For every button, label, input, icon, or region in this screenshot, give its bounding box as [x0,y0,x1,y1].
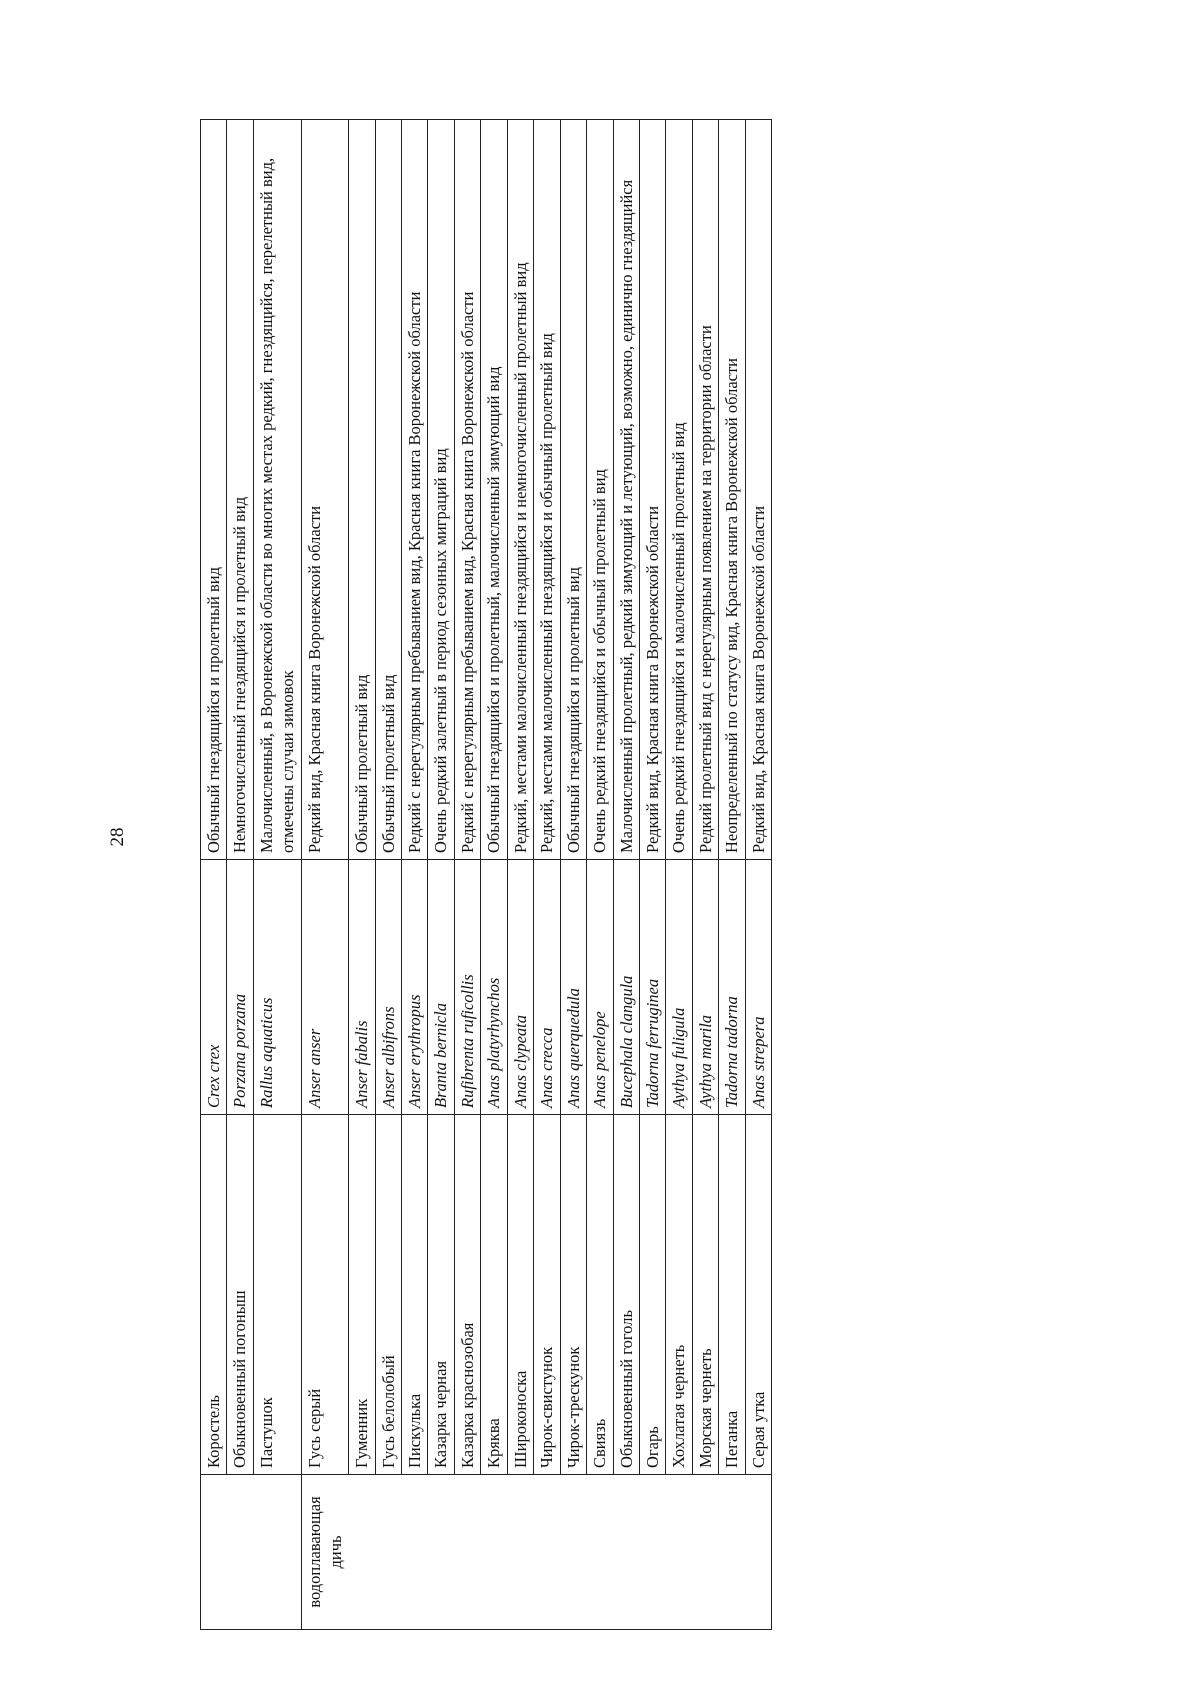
group-cell [428,1475,454,1630]
group-cell [454,1475,480,1630]
group-cell [560,1475,586,1630]
group-cell [201,1475,227,1630]
russian-name-cell: Казарка черная [428,1115,454,1475]
group-cell [402,1475,428,1630]
status-cell: Редкий, местами малочисленный гнездящийся и обычный пролетный вид [534,120,560,860]
status-cell: Обычный гнездящийся и пролетный, малочисленный зимующий вид [481,120,507,860]
table-row [402,120,428,1630]
table-row [349,120,375,1630]
status-cell: Немногочисленный гнездящийся и пролетный вид [227,120,253,860]
latin-name-cell: Anas crecca [534,860,560,1115]
latin-name-cell: Porzana porzana [227,860,253,1115]
status-cell: Редкий вид, Красная книга Воронежской области [301,120,348,860]
latin-name-cell: Anas clypeata [507,860,533,1115]
latin-name-cell: Anser fabalis [349,860,375,1115]
russian-name-cell: Гусь белолобый [375,1115,401,1475]
russian-name-cell: Обыкновенный погоныш [227,1115,253,1475]
group-cell [375,1475,401,1630]
latin-name-cell: Rallus aquaticus [253,860,301,1115]
status-cell: Малочисленный, в Воронежской области во многих местах редкий, гнездящийся, перелетный вид, отмечены случаи зимовок [253,120,301,860]
latin-name-cell: Anser anser [301,860,348,1115]
latin-name-cell: Crex crex [201,860,227,1115]
group-cell [349,1475,375,1630]
table-row [692,120,718,1630]
table-row [428,120,454,1630]
russian-name-cell: Кряква [481,1115,507,1475]
russian-name-cell: Чирок-свистунок [534,1115,560,1475]
table-row [719,120,745,1630]
latin-name-cell: Anas platyrhynchos [481,860,507,1115]
page-number: 28 [107,827,128,847]
table-row [666,120,692,1630]
latin-name-cell: Anser albifrons [375,860,401,1115]
russian-name-cell: Коростель [201,1115,227,1475]
table-row [560,120,586,1630]
group-cell [692,1475,718,1630]
table-row [639,120,665,1630]
group-cell [639,1475,665,1630]
status-cell: Неопределенный по статусу вид, Красная книга Воронежской области [719,120,745,860]
latin-name-cell: Bucephala clangula [613,860,639,1115]
latin-name-cell: Anas querquedula [560,860,586,1115]
table-row [201,120,227,1630]
latin-name-cell: Anser erythropus [402,860,428,1115]
russian-name-cell: Широконоска [507,1115,533,1475]
group-cell [719,1475,745,1630]
status-cell: Очень редкий гнездящийся и обычный пролетный вид [587,120,613,860]
group-cell [507,1475,533,1630]
species-table [200,119,772,1630]
russian-name-cell: Казарка краснозобая [454,1115,480,1475]
table-row [534,120,560,1630]
species-table-body [201,120,772,1630]
russian-name-cell: Огарь [639,1115,665,1475]
status-cell: Обычный пролетный вид [375,120,401,860]
table-row [481,120,507,1630]
russian-name-cell: Пискулька [402,1115,428,1475]
group-cell [227,1475,253,1630]
status-cell: Очень редкий гнездящийся и малочисленный пролетный вид [666,120,692,860]
russian-name-cell: Чирок-трескунок [560,1115,586,1475]
russian-name-cell: Морская чернеть [692,1115,718,1475]
latin-name-cell: Tadorna ferruginea [639,860,665,1115]
latin-name-cell: Anas strepera [745,860,771,1115]
status-cell: Редкий с нерегулярным пребыванием вид, Красная книга Воронежской области [454,120,480,860]
latin-name-cell: Tadorna tadorna [719,860,745,1115]
russian-name-cell: Обыкновенный гоголь [613,1115,639,1475]
latin-name-cell: Rufibrenta ruficollis [454,860,480,1115]
table-row [613,120,639,1630]
status-cell: Обычный гнездящийся и пролетный вид [560,120,586,860]
latin-name-cell: Aythya marila [692,860,718,1115]
group-cell: водоплавающая дичь [301,1475,348,1630]
table-row [745,120,771,1630]
table-row [227,120,253,1630]
status-cell: Редкий, местами малочисленный гнездящийся и немногочисленный пролетный вид [507,120,533,860]
table-row [454,120,480,1630]
status-cell: Малочисленный пролетный, редкий зимующий и летующий, возможно, единично гнездящийся [613,120,639,860]
status-cell: Обычный гнездящийся и пролетный вид [201,120,227,860]
status-cell: Редкий пролетный вид с нерегулярным появлением на территории области [692,120,718,860]
status-cell: Редкий вид, Красная книга Воронежской области [639,120,665,860]
group-cell [666,1475,692,1630]
russian-name-cell: Серая утка [745,1115,771,1475]
rotated-table-container [200,120,1030,1630]
group-cell [745,1475,771,1630]
table-row [301,120,348,1630]
group-cell [534,1475,560,1630]
russian-name-cell: Свиязь [587,1115,613,1475]
group-cell [253,1475,301,1630]
table-row [587,120,613,1630]
russian-name-cell: Пастушок [253,1115,301,1475]
latin-name-cell: Anas penelope [587,860,613,1115]
russian-name-cell: Хохлатая чернеть [666,1115,692,1475]
status-cell: Очень редкий залетный в период сезонных миграций вид [428,120,454,860]
latin-name-cell: Aythya fuligula [666,860,692,1115]
table-row [375,120,401,1630]
russian-name-cell: Гуменник [349,1115,375,1475]
group-cell [613,1475,639,1630]
group-cell [481,1475,507,1630]
table-row [253,120,301,1630]
status-cell: Обычный пролетный вид [349,120,375,860]
group-cell [587,1475,613,1630]
status-cell: Редкий с нерегулярным пребыванием вид, Красная книга Воронежской области [402,120,428,860]
latin-name-cell: Branta bernicla [428,860,454,1115]
russian-name-cell: Гусь серый [301,1115,348,1475]
table-row [507,120,533,1630]
russian-name-cell: Пеганка [719,1115,745,1475]
status-cell: Редкий вид, Красная книга Воронежской области [745,120,771,860]
